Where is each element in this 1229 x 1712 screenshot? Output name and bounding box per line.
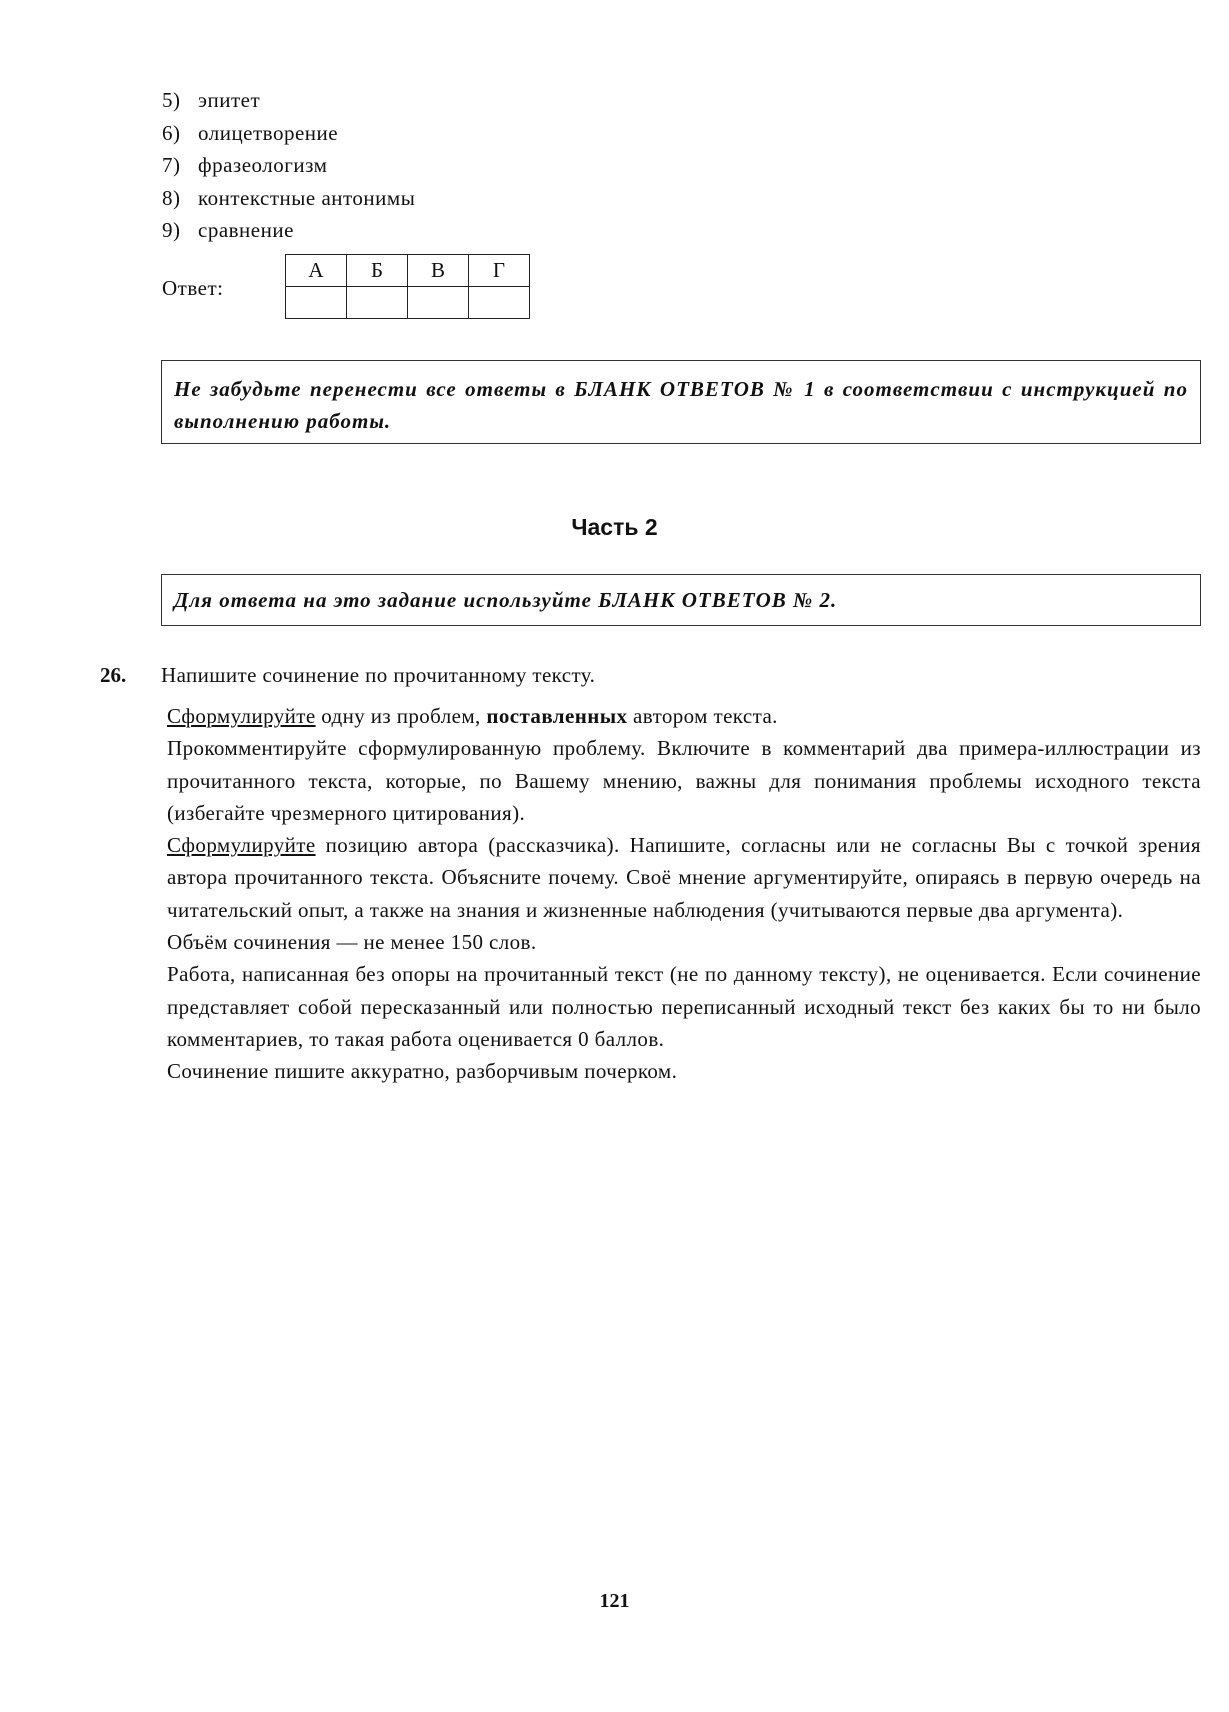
answer-cell-v[interactable]	[408, 287, 469, 319]
task-paragraph: Объём сочинения — не менее 150 слов.	[167, 930, 537, 955]
text-fragment: позицию автора (рассказчика). Напишите, согласны или не согласны Вы с точкой зрения автора прочитанного текста. Объясните почему. Своё мнение аргументируйте, опираясь в первую очередь на читательский опыт, а также на знания и жизненные наблюдения (учитываются первые два аргумента).	[167, 833, 1201, 922]
text-fragment: одну из проблем,	[315, 704, 487, 728]
option-text: контекстные антонимы	[198, 185, 416, 210]
answer-input-row	[286, 287, 530, 319]
task-instructions	[167, 700, 1201, 1088]
answer-table	[285, 254, 530, 319]
option-number: 9)	[162, 218, 181, 242]
answer-header-b: Б	[347, 255, 408, 287]
option-number: 6)	[162, 120, 181, 145]
task-intro: Напишите сочинение по прочитанному тексту.	[161, 663, 596, 687]
task-paragraph: Работа, написанная без опоры на прочитанный текст (не по данному тексту), не оценивается. Если сочинение представляет собой пересказанный или полностью переписанный исходный текст без каких бы то ни было комментариев, то такая работа оценивается 0 баллов.	[167, 962, 1201, 1051]
option-item	[162, 149, 415, 182]
options-list	[162, 84, 415, 247]
formulate-underlined: Сформулируйте	[167, 833, 316, 858]
option-text: сравнение	[198, 218, 294, 242]
option-item	[162, 214, 415, 247]
task-paragraph: Прокомментируйте сформулированную проблему. Включите в комментарий два примера-иллюстрации из прочитанного текста, которые, по Вашему мнению, важны для понимания проблемы исходного текста (избегайте чрезмерного цитирования).	[167, 736, 1201, 825]
option-item	[162, 117, 415, 150]
answer-cell-b[interactable]	[347, 287, 408, 319]
option-number: 5)	[162, 88, 181, 112]
answer-label: Ответ:	[162, 276, 224, 300]
option-text: олицетворение	[198, 120, 339, 145]
answer-cell-a[interactable]	[286, 287, 347, 319]
notice-answer-form-2: Для ответа на это задание используйте БЛАНК ОТВЕТОВ № 2.	[161, 574, 1201, 626]
formulate-underlined: Сформулируйте	[167, 704, 316, 728]
task-paragraph	[167, 700, 1201, 732]
answer-cell-g[interactable]	[469, 287, 530, 319]
notice-transfer-answers: Не забудьте перенести все ответы в БЛАНК ОТВЕТОВ № 1 в соответствии с инструкцией по выполнению работы.	[161, 360, 1201, 444]
task-paragraph: Сочинение пишите аккуратно, разборчивым почерком.	[167, 1059, 678, 1084]
page-number: 121	[599, 1590, 630, 1612]
task-number: 26.	[100, 663, 127, 687]
part-title: Часть 2	[571, 514, 658, 540]
option-number: 7)	[162, 153, 181, 177]
answer-header-v: В	[408, 255, 469, 287]
text-fragment: автором текста.	[627, 704, 778, 728]
task-paragraph	[167, 829, 1201, 926]
option-item	[162, 182, 415, 215]
answer-header-g: Г	[469, 255, 530, 287]
bold-fragment: поставленных	[486, 704, 628, 728]
answer-header-a: А	[286, 255, 347, 287]
answer-header-row	[286, 255, 530, 287]
option-text: фразеологизм	[198, 153, 328, 177]
option-text: эпитет	[198, 88, 261, 112]
option-item	[162, 84, 415, 117]
option-number: 8)	[162, 185, 181, 210]
